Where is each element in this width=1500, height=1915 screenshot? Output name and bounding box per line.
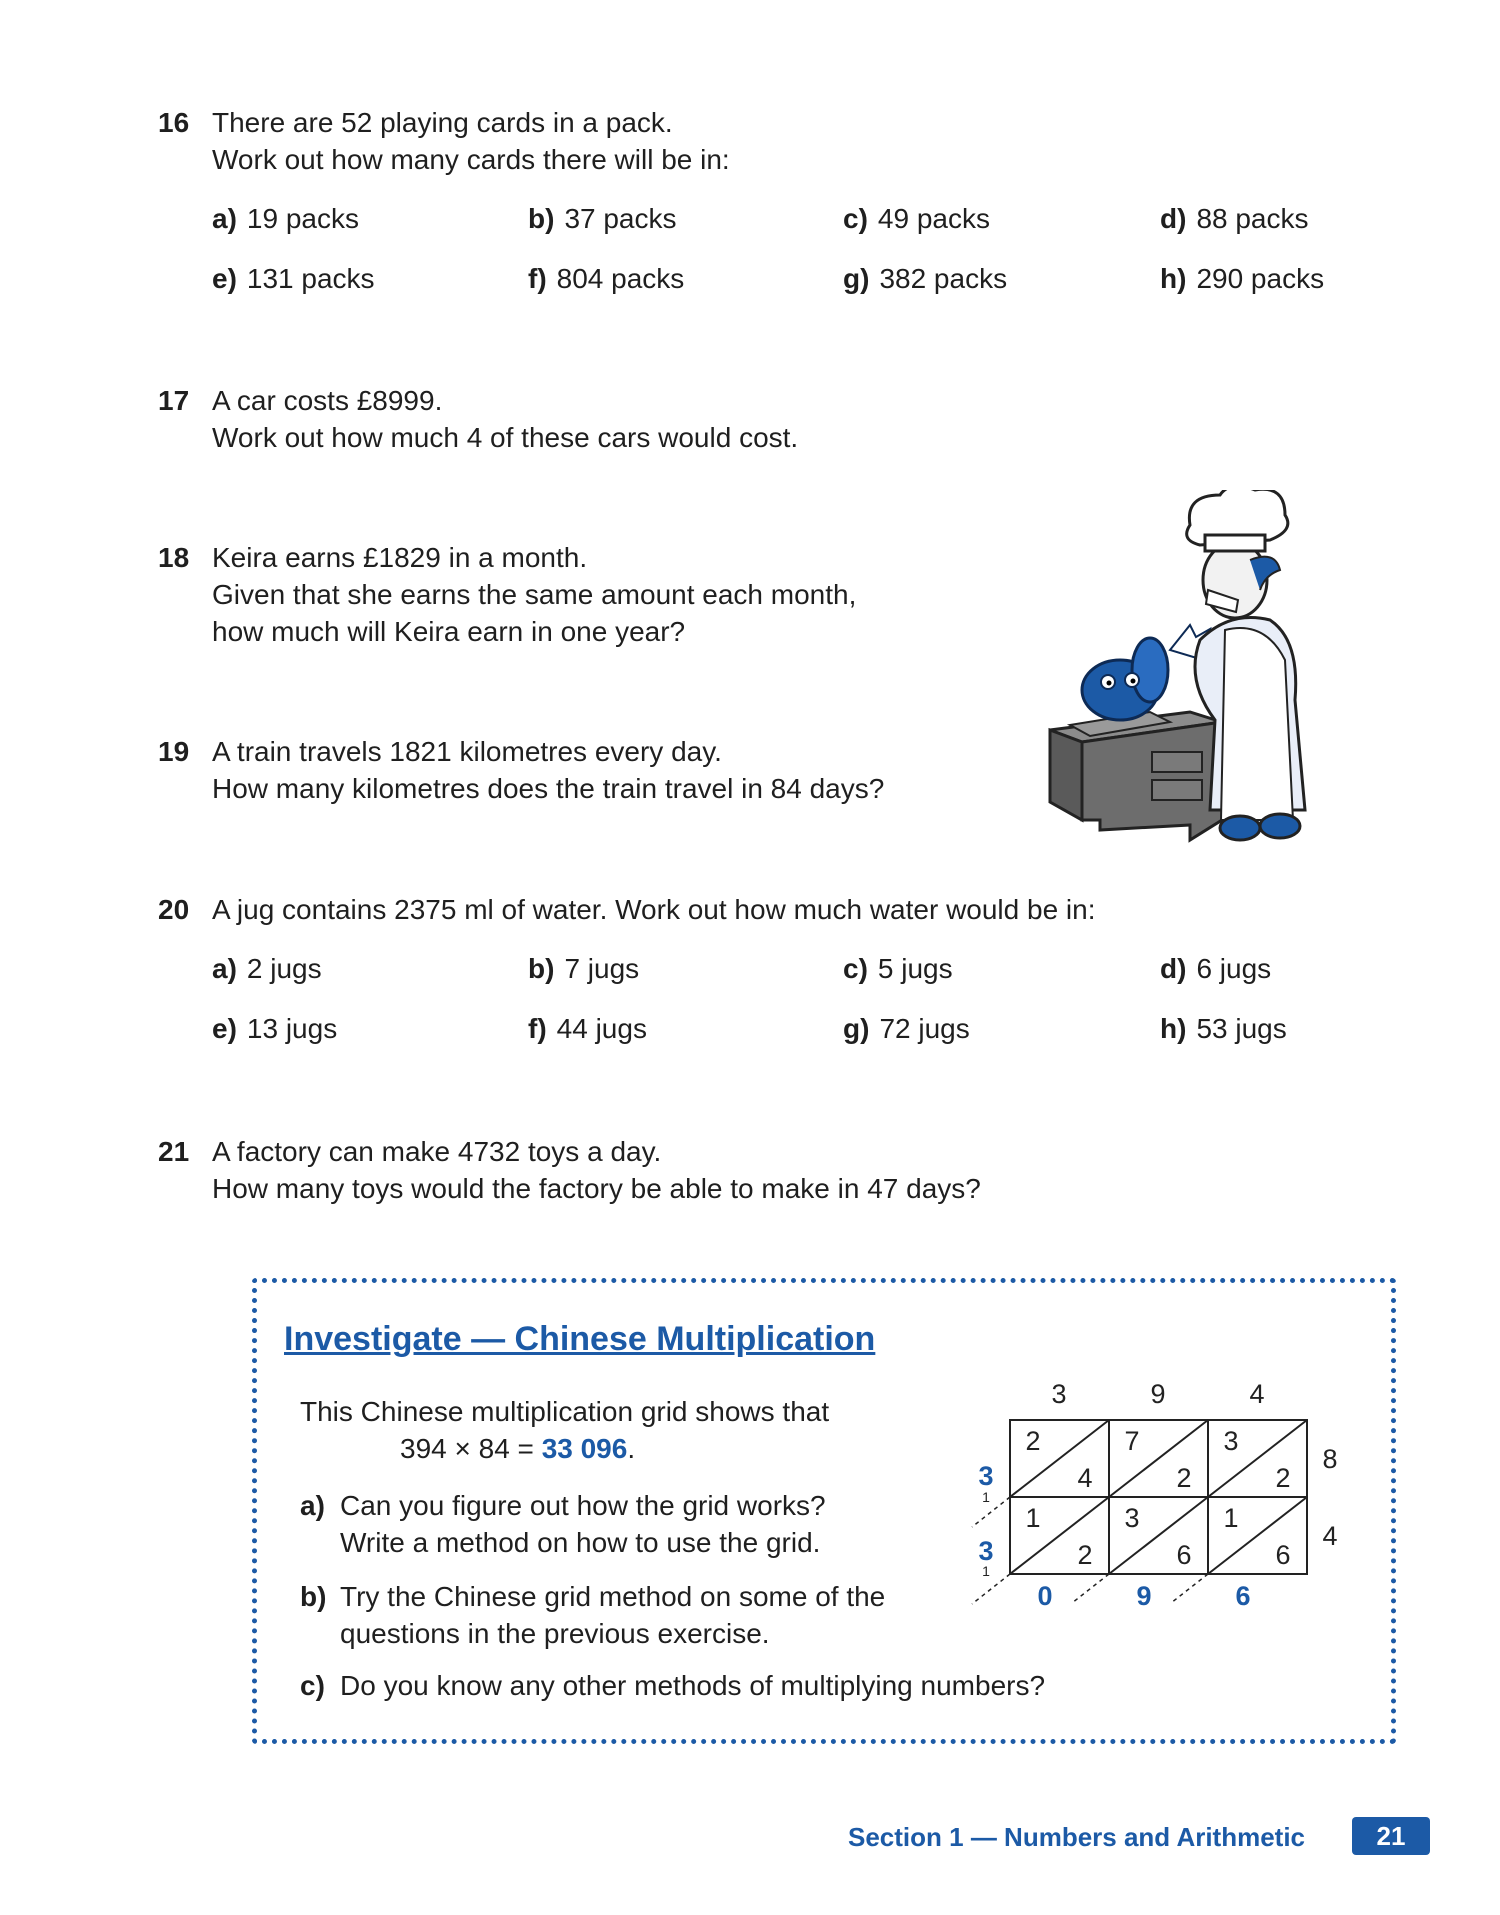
question-number: 18 xyxy=(158,542,190,573)
investigate-intro: This Chinese multiplication grid shows that xyxy=(300,1396,830,1427)
grid-cell-tens: 3 xyxy=(1223,1426,1239,1456)
grid-top-digit: 3 xyxy=(1051,1379,1067,1409)
part-item: c) 5 jugs xyxy=(843,953,953,984)
question-text: Work out how much 4 of these cars would cost. xyxy=(212,422,799,453)
part-label: c) xyxy=(300,1670,325,1701)
part-label: b) xyxy=(300,1581,327,1612)
part-item: g) 382 packs xyxy=(843,263,1008,294)
page-number: 21 xyxy=(1352,1817,1430,1855)
grid-right-digit: 8 xyxy=(1322,1444,1338,1474)
section-footer: Section 1 — Numbers and Arithmetic xyxy=(848,1822,1306,1852)
grid-top-digit: 4 xyxy=(1249,1379,1265,1409)
investigate-b-line: Try the Chinese grid method on some of the xyxy=(340,1581,886,1612)
question-text: A factory can make 4732 toys a day. xyxy=(212,1136,662,1167)
part-item: h) 290 packs xyxy=(1160,263,1325,294)
question-text: how much will Keira earn in one year? xyxy=(212,616,686,647)
question-text: How many kilometres does the train travel in 84 days? xyxy=(212,773,885,804)
equation-result: 33 096 xyxy=(541,1433,628,1464)
grid-cell-tens: 1 xyxy=(1025,1503,1041,1533)
question-text: Given that she earns the same amount each month, xyxy=(212,579,857,610)
grid-result-digit: 6 xyxy=(1235,1581,1251,1610)
grid-carry-digit: 1 xyxy=(982,1489,990,1505)
question-text: There are 52 playing cards in a pack. xyxy=(212,107,673,138)
grid-cell-tens: 7 xyxy=(1124,1426,1140,1456)
question-text: How many toys would the factory be able to make in 47 days? xyxy=(212,1173,981,1204)
part-label: a) xyxy=(300,1490,325,1521)
part-item: d) 6 jugs xyxy=(1160,953,1272,984)
question-text: A jug contains 2375 ml of water. Work out how much water would be in: xyxy=(212,894,1096,925)
part-item: b) 7 jugs xyxy=(528,953,640,984)
investigate-equation: 394 × 84 = 33 096. xyxy=(400,1433,636,1464)
part-item: f) 44 jugs xyxy=(528,1013,647,1044)
grid-result-digit: 9 xyxy=(1136,1581,1152,1610)
grid-cell-units: 4 xyxy=(1077,1463,1093,1493)
part-item: a) 19 packs xyxy=(212,203,359,234)
investigate-title: Investigate — Chinese Multiplication xyxy=(284,1320,876,1358)
part-item: b) 37 packs xyxy=(528,203,677,234)
grid-result-digit: 3 xyxy=(978,1461,994,1491)
part-item: f) 804 packs xyxy=(528,263,685,294)
part-item: e) 131 packs xyxy=(212,263,375,294)
chef-chopping-blue-fish-icon xyxy=(1040,490,1340,850)
investigate-a-line: Can you figure out how the grid works? xyxy=(340,1490,826,1521)
question-text: Work out how many cards there will be in: xyxy=(212,144,730,175)
investigate-b-line: questions in the previous exercise. xyxy=(340,1618,770,1649)
grid-cell-units: 6 xyxy=(1176,1540,1192,1570)
grid-result-digit: 0 xyxy=(1037,1581,1053,1610)
part-item: a) 2 jugs xyxy=(212,953,322,984)
grid-carry-digit: 1 xyxy=(982,1563,990,1579)
grid-top-digit: 9 xyxy=(1150,1379,1166,1409)
grid-cell-tens: 1 xyxy=(1223,1503,1239,1533)
question-number: 21 xyxy=(158,1136,190,1167)
question-number: 19 xyxy=(158,736,190,767)
grid-cell-units: 2 xyxy=(1176,1463,1192,1493)
question-text: Keira earns £1829 in a month. xyxy=(212,542,588,573)
question-text: A train travels 1821 kilometres every day. xyxy=(212,736,722,767)
part-item: g) 72 jugs xyxy=(843,1013,970,1044)
grid-cell-units: 2 xyxy=(1275,1463,1291,1493)
grid-cell-tens: 3 xyxy=(1124,1503,1140,1533)
question-text: A car costs £8999. xyxy=(212,385,443,416)
investigate-c-line: Do you know any other methods of multiplying numbers? xyxy=(340,1670,1046,1701)
part-item: c) 49 packs xyxy=(843,203,990,234)
part-item: h) 53 jugs xyxy=(1160,1013,1287,1044)
part-item: d) 88 packs xyxy=(1160,203,1309,234)
question-number: 20 xyxy=(158,894,190,925)
grid-cell-tens: 2 xyxy=(1025,1426,1041,1456)
grid-right-digit: 4 xyxy=(1322,1521,1338,1551)
grid-result-digit: 3 xyxy=(978,1536,994,1566)
grid-cell-units: 6 xyxy=(1275,1540,1291,1570)
investigate-a-line: Write a method on how to use the grid. xyxy=(340,1527,821,1558)
question-number: 16 xyxy=(158,107,190,138)
question-number: 17 xyxy=(158,385,190,416)
part-item: e) 13 jugs xyxy=(212,1013,338,1044)
chinese-multiplication-grid xyxy=(960,1370,1360,1610)
grid-cell-units: 2 xyxy=(1077,1540,1093,1570)
